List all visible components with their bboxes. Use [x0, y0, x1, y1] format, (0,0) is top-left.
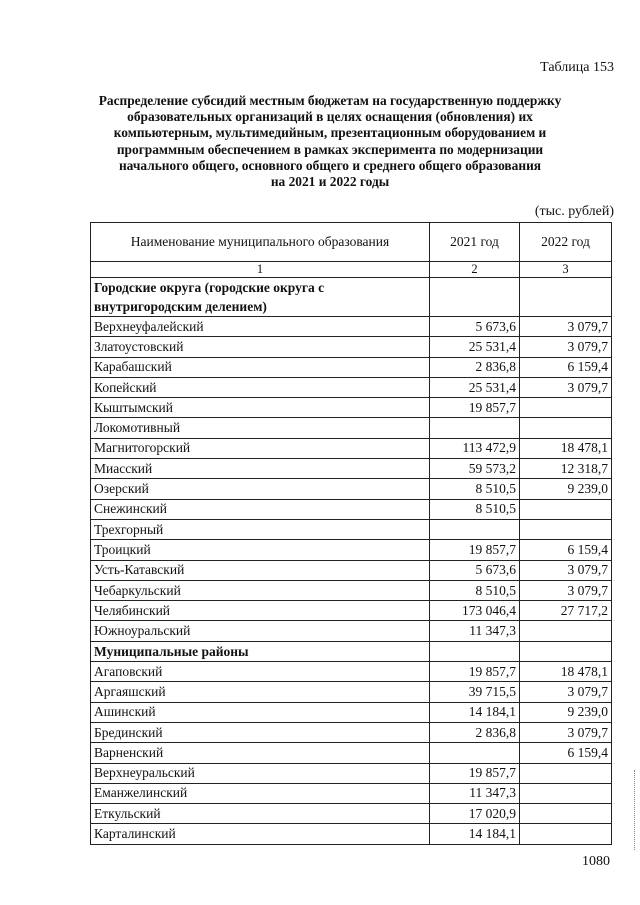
table-row: [91, 824, 612, 844]
municipality-name: Еманжелинский: [91, 783, 430, 803]
value-2022: [520, 763, 612, 783]
section-title: Муниципальные районы: [91, 641, 430, 661]
value-2021: [430, 743, 520, 763]
municipality-name: Аргаяшский: [91, 682, 430, 702]
municipality-name: Усть-Катавский: [91, 560, 430, 580]
empty-cell: [430, 641, 520, 661]
municipality-name: Верхнеуральский: [91, 763, 430, 783]
section-header-row: [91, 278, 612, 317]
value-2021: [430, 418, 520, 438]
table-row: [91, 519, 612, 539]
empty-cell: [430, 278, 520, 317]
header-municipality: Наименование муниципального образования: [91, 223, 430, 262]
municipality-name: Южноуральский: [91, 621, 430, 641]
value-2021: 14 184,1: [430, 702, 520, 722]
value-2022: [520, 519, 612, 539]
title-line: программным обеспечением в рамках эксперимента по модернизации: [116, 141, 544, 157]
value-2021: 5 673,6: [430, 560, 520, 580]
section-header-row: [91, 641, 612, 661]
value-2022: 9 239,0: [520, 479, 612, 499]
municipality-name: Магнитогорский: [91, 438, 430, 458]
table-row: [91, 479, 612, 499]
value-2021: 5 673,6: [430, 317, 520, 337]
municipality-name: Ашинский: [91, 702, 430, 722]
value-2021: 19 857,7: [430, 540, 520, 560]
value-2021: 173 046,4: [430, 601, 520, 621]
section-title: Городские округа (городские округа с внутригородским делением): [91, 278, 430, 317]
title-line: Распределение субсидий местным бюджетам на государственную поддержку: [98, 93, 562, 108]
table-row: [91, 560, 612, 580]
table-row: [91, 804, 612, 824]
municipality-name: Карталинский: [91, 824, 430, 844]
value-2022: 6 159,4: [520, 743, 612, 763]
value-2021: 25 531,4: [430, 377, 520, 397]
title-line: компьютерным, мультимедийным, презентационным оборудованием и: [113, 125, 547, 141]
table-row: [91, 682, 612, 702]
value-2021: 39 715,5: [430, 682, 520, 702]
municipality-name: Троицкий: [91, 540, 430, 560]
table-row: [91, 418, 612, 438]
table-row: [91, 763, 612, 783]
value-2022: [520, 824, 612, 844]
value-2022: 12 318,7: [520, 459, 612, 479]
table-row: [91, 459, 612, 479]
subsidy-table: [90, 222, 612, 845]
municipality-name: Трехгорный: [91, 519, 430, 539]
table-row: [91, 601, 612, 621]
empty-cell: [520, 641, 612, 661]
table-row: [91, 499, 612, 519]
table-row: [91, 337, 612, 357]
value-2022: 3 079,7: [520, 337, 612, 357]
value-2022: 27 717,2: [520, 601, 612, 621]
municipality-name: Локомотивный: [91, 418, 430, 438]
municipality-name: Миасский: [91, 459, 430, 479]
value-2022: [520, 621, 612, 641]
table-row: [91, 743, 612, 763]
municipality-name: Златоустовский: [91, 337, 430, 357]
value-2021: 8 510,5: [430, 580, 520, 600]
table-row: [91, 722, 612, 742]
units-label: (тыс. рублей): [534, 204, 614, 219]
value-2021: 19 857,7: [430, 763, 520, 783]
value-2021: 14 184,1: [430, 824, 520, 844]
value-2022: [520, 499, 612, 519]
table-row: [91, 662, 612, 682]
municipality-name: Еткульский: [91, 804, 430, 824]
table-number-label: Таблица 153: [540, 60, 614, 75]
municipality-name: Кыштымский: [91, 398, 430, 418]
value-2022: 9 239,0: [520, 702, 612, 722]
document-title: [60, 93, 600, 190]
value-2021: 2 836,8: [430, 722, 520, 742]
value-2022: 18 478,1: [520, 438, 612, 458]
title-line: на 2021 и 2022 годы: [270, 174, 390, 190]
value-2021: [430, 519, 520, 539]
value-2022: 3 079,7: [520, 377, 612, 397]
municipality-name: Брединский: [91, 722, 430, 742]
value-2021: 8 510,5: [430, 499, 520, 519]
table-row: [91, 621, 612, 641]
municipality-name: Челябинский: [91, 601, 430, 621]
value-2022: 3 079,7: [520, 317, 612, 337]
table-row: [91, 783, 612, 803]
table-row: [91, 702, 612, 722]
municipality-name: Снежинский: [91, 499, 430, 519]
value-2022: 3 079,7: [520, 580, 612, 600]
page-number: 1080: [582, 854, 610, 869]
header-2021: 2021 год: [430, 223, 520, 262]
municipality-name: Карабашский: [91, 357, 430, 377]
header-2022: 2022 год: [520, 223, 612, 262]
value-2021: 8 510,5: [430, 479, 520, 499]
value-2022: 18 478,1: [520, 662, 612, 682]
municipality-name: Чебаркульский: [91, 580, 430, 600]
table-row: [91, 398, 612, 418]
value-2022: [520, 418, 612, 438]
value-2021: 11 347,3: [430, 621, 520, 641]
value-2021: 19 857,7: [430, 398, 520, 418]
table-header-row: [91, 223, 612, 262]
title-line: начального общего, основного общего и среднего общего образования: [118, 157, 542, 173]
table-row: [91, 317, 612, 337]
value-2022: 3 079,7: [520, 560, 612, 580]
value-2021: 2 836,8: [430, 357, 520, 377]
value-2021: 113 472,9: [430, 438, 520, 458]
value-2021: 19 857,7: [430, 662, 520, 682]
table-row: [91, 438, 612, 458]
value-2022: 6 159,4: [520, 357, 612, 377]
table-row: [91, 377, 612, 397]
table-row: [91, 580, 612, 600]
empty-cell: [520, 278, 612, 317]
value-2022: [520, 398, 612, 418]
value-2022: 3 079,7: [520, 722, 612, 742]
value-2022: [520, 804, 612, 824]
municipality-name: Копейский: [91, 377, 430, 397]
column-number: 2: [430, 262, 520, 278]
value-2022: 3 079,7: [520, 682, 612, 702]
value-2021: 25 531,4: [430, 337, 520, 357]
column-number-row: [91, 262, 612, 278]
column-number: 3: [520, 262, 612, 278]
value-2021: 59 573,2: [430, 459, 520, 479]
municipality-name: Варненский: [91, 743, 430, 763]
municipality-name: Озерский: [91, 479, 430, 499]
municipality-name: Агаповский: [91, 662, 430, 682]
column-number: 1: [91, 262, 430, 278]
value-2022: [520, 783, 612, 803]
title-line: образовательных организаций в целях оснащения (обновления) их: [127, 109, 533, 125]
value-2022: 6 159,4: [520, 540, 612, 560]
municipality-name: Верхнеуфалейский: [91, 317, 430, 337]
value-2021: 11 347,3: [430, 783, 520, 803]
scan-edge-mark: [634, 770, 636, 850]
table-row: [91, 357, 612, 377]
table-row: [91, 540, 612, 560]
value-2021: 17 020,9: [430, 804, 520, 824]
